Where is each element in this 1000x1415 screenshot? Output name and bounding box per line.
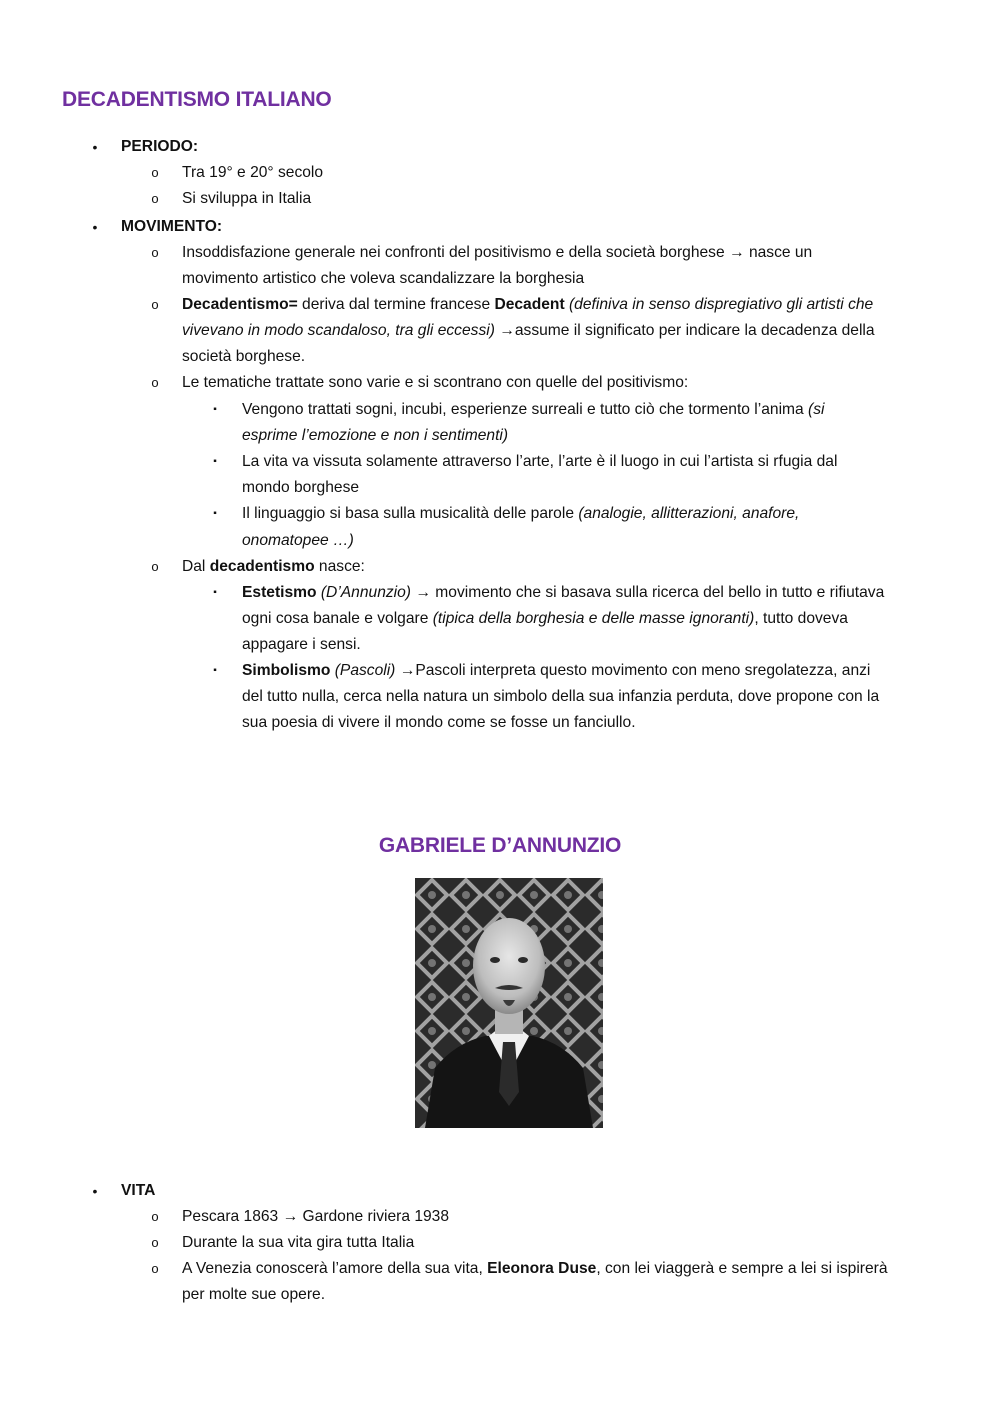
name-eleonora-duse: Eleonora Duse (487, 1260, 597, 1277)
text: Vengono trattati sogni, incubi, esperienze surreali e tutto ciò che tormento l’anima (242, 401, 809, 418)
text: nasce: (314, 558, 365, 575)
term-simbolismo: Simbolismo (242, 662, 331, 679)
bullet-circle: o (151, 559, 159, 574)
bullet-square: ▪ (213, 665, 217, 676)
list-item: Le tematiche trattate sono varie e si scontrano con quelle del positivismo: (182, 374, 689, 391)
text: Dal (182, 558, 210, 575)
list-item (182, 1204, 449, 1230)
bullet-disc: • (92, 1183, 98, 1199)
text-italic: (si (808, 401, 825, 418)
text-italic: vivevano in modo scandaloso, tra gli eccessi) (182, 322, 495, 339)
sub-list-item-continuation: del tutto nulla, cerca nella natura un simbolo della sua infanzia perduta, dove propone con la (242, 688, 880, 705)
sub-list-item (242, 580, 884, 606)
bullet-square: ▪ (213, 587, 217, 598)
list-item: Si sviluppa in Italia (182, 190, 312, 207)
text: assume il significato per indicare la decadenza della (514, 322, 875, 339)
sub-list-item (242, 397, 825, 423)
section-title-decadentismo: DECADENTISMO ITALIANO (62, 88, 332, 111)
list-item: Durante la sua vita gira tutta Italia (182, 1234, 415, 1251)
arrow-right-icon: → (415, 584, 431, 601)
sub-list-item (242, 501, 799, 527)
list-item (182, 292, 873, 318)
sub-list-item-continuation: esprime l’emozione e non i sentimenti) (242, 427, 509, 444)
bullet-circle: o (151, 1209, 159, 1224)
list-item (182, 1256, 888, 1282)
bullet-square: ▪ (213, 456, 217, 467)
bullet-circle: o (151, 1261, 159, 1276)
text: Pascoli interpreta questo movimento con meno sregolatezza, anzi (415, 662, 871, 679)
list-item (182, 554, 365, 580)
sub-list-item-continuation: mondo borghese (242, 479, 360, 496)
section-title-dannunzio: GABRIELE D’ANNUNZIO (378, 834, 622, 857)
text: , con lei viaggerà e sempre a lei si ispirerà (596, 1260, 888, 1277)
text: movimento che si basava sulla ricerca del bello in tutto e rifiutava (435, 584, 885, 601)
bullet-disc: • (92, 139, 98, 155)
arrow-right-icon: → (499, 322, 515, 339)
text-italic: (definiva in senso dispregiativo gli artisti che (564, 296, 874, 313)
text: deriva dal termine francese (297, 296, 495, 313)
sub-list-item: La vita va vissuta solamente attraverso l’arte, l’arte è il luogo in cui l’artista si rfugia dal (242, 453, 838, 470)
text-italic: (D’Annunzio) (316, 584, 416, 601)
list-item-continuation: società borghese. (182, 348, 306, 365)
text: ogni cosa banale e volgare (242, 610, 433, 627)
text: A Venezia conoscerà l’amore della sua vita, (182, 1260, 488, 1277)
bullet-circle: o (151, 375, 159, 390)
term-estetismo: Estetismo (242, 584, 317, 601)
sub-list-item-continuation: onomatopee …) (242, 532, 354, 549)
portrait-photo (415, 878, 603, 1128)
list-item: Tra 19° e 20° secolo (182, 164, 324, 181)
text: , tutto doveva (754, 610, 848, 627)
arrow-right-icon: → (399, 662, 416, 679)
portrait-illustration (415, 878, 603, 1128)
text-italic: (analogie, allitterazioni, anafore, (578, 505, 800, 522)
arrow-right-icon: → (282, 1208, 299, 1225)
sub-list-item-continuation: appagare i sensi. (242, 636, 361, 653)
list-item-continuation: per molte sue opere. (182, 1286, 326, 1303)
label-periodo: PERIODO: (121, 138, 199, 155)
bullet-circle: o (151, 245, 159, 260)
list-item-continuation (182, 318, 875, 344)
text-italic: (tipica della borghesia e delle masse ignoranti) (432, 610, 755, 627)
bullet-disc: • (92, 219, 98, 235)
text: nasce un (748, 244, 813, 261)
list-item (182, 240, 812, 266)
text: Pescara 1863 (182, 1208, 279, 1225)
list-item-continuation: movimento artistico che voleva scandalizzare la borghesia (182, 270, 585, 287)
label-movimento: MOVIMENTO: (121, 218, 223, 235)
term-decadent: Decadent (494, 296, 565, 313)
term-decadentismo: decadentismo (209, 558, 315, 575)
label-vita: VITA (121, 1182, 156, 1199)
text: Il linguaggio si basa sulla musicalità delle parole (242, 505, 579, 522)
bullet-square: ▪ (213, 404, 217, 415)
term-decadentismo: Decadentismo= (182, 296, 298, 313)
sub-list-item-continuation (242, 606, 848, 632)
sub-list-item (242, 658, 870, 684)
text: Insoddisfazione generale nei confronti del positivismo e della società borghese (182, 244, 725, 261)
bullet-circle: o (151, 1235, 159, 1250)
text: Gardone riviera 1938 (302, 1208, 450, 1225)
bullet-circle: o (151, 297, 159, 312)
bullet-circle: o (151, 191, 159, 206)
bullet-circle: o (151, 165, 159, 180)
bullet-square: ▪ (213, 508, 217, 519)
text-italic: (Pascoli) (330, 662, 400, 679)
sub-list-item-continuation: sua poesia di vivere il mondo come se fosse un fanciullo. (242, 714, 636, 731)
arrow-right-icon: → (729, 244, 745, 261)
